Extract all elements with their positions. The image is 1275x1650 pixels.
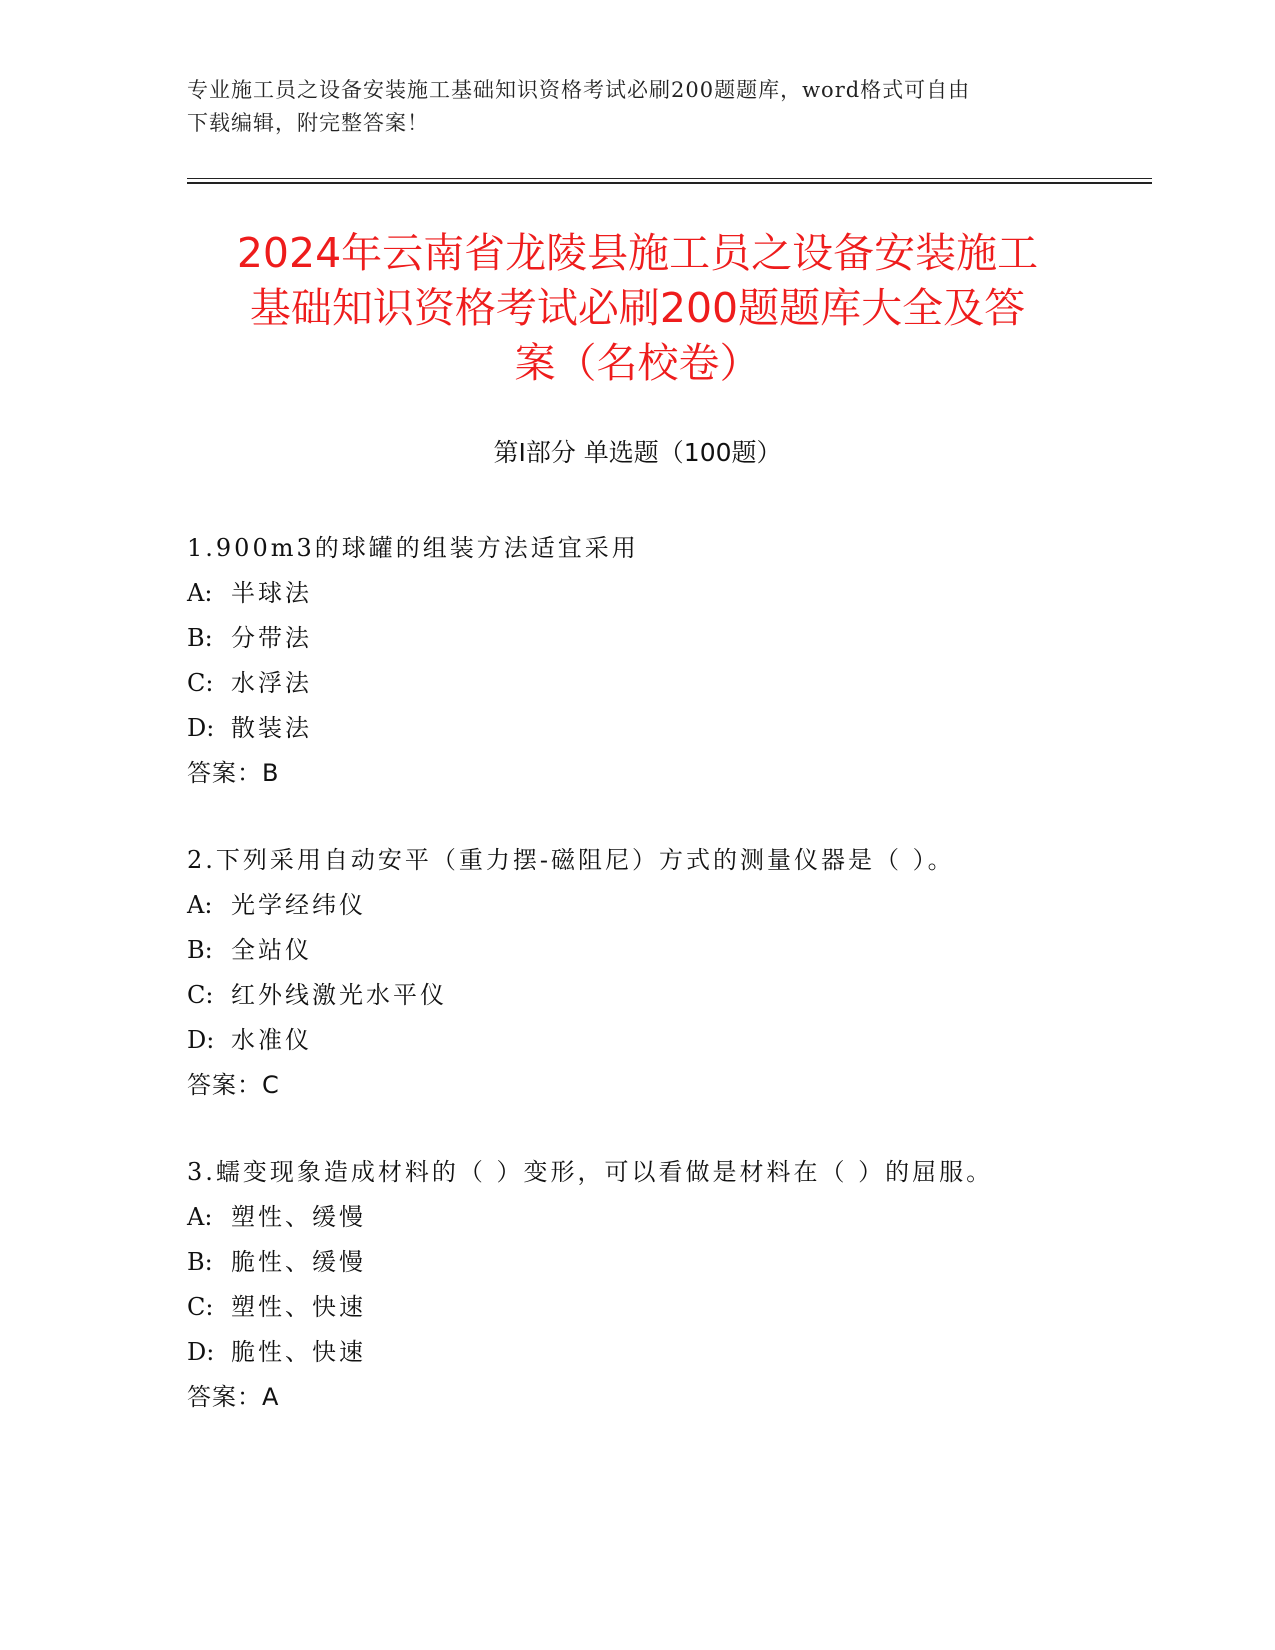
option-key: A:: [187, 1203, 213, 1231]
option-key: A:: [187, 579, 213, 607]
option-b: [187, 616, 1147, 661]
option-text: 塑性、快速: [231, 1293, 366, 1321]
option-b: [187, 1240, 1147, 1285]
option-c: [187, 1285, 1147, 1330]
document-title: [150, 226, 1125, 391]
option-key: C:: [187, 669, 214, 697]
question-2: [187, 838, 1147, 1108]
option-text: 水准仪: [231, 1026, 312, 1054]
option-key: B:: [187, 936, 213, 964]
document-title-line-1: 2024年云南省龙陵县施工员之设备安装施工: [236, 229, 1039, 277]
option-c: [187, 973, 1147, 1018]
question-answer: 答案：A: [187, 1383, 280, 1411]
option-text: 散装法: [231, 714, 312, 742]
header-note-line-2: 下载编辑，附完整答案！: [187, 111, 429, 135]
option-key: D:: [187, 714, 215, 742]
question-1: [187, 526, 1147, 796]
option-c: [187, 661, 1147, 706]
question-stem: 3.蠕变现象造成材料的（ ）变形，可以看做是材料在（ ）的屈服。: [187, 1158, 994, 1186]
header-divider-thick: [187, 182, 1152, 184]
option-a: [187, 883, 1147, 928]
option-key: A:: [187, 891, 213, 919]
option-text: 分带法: [231, 624, 312, 652]
option-key: C:: [187, 981, 214, 1009]
option-key: B:: [187, 624, 213, 652]
option-d: [187, 1330, 1147, 1375]
option-text: 红外线激光水平仪: [231, 981, 447, 1009]
option-b: [187, 928, 1147, 973]
option-d: [187, 1018, 1147, 1063]
option-text: 光学经纬仪: [231, 891, 366, 919]
option-text: 脆性、缓慢: [231, 1248, 366, 1276]
option-key: D:: [187, 1026, 215, 1054]
option-text: 水浮法: [231, 669, 312, 697]
option-key: C:: [187, 1293, 214, 1321]
header-divider-thin: [187, 178, 1152, 179]
option-text: 半球法: [231, 579, 312, 607]
header-note: [187, 74, 1087, 140]
option-key: B:: [187, 1248, 213, 1276]
option-text: 全站仪: [231, 936, 312, 964]
header-note-line-1: 专业施工员之设备安装施工基础知识资格考试必刷200题题库，word格式可自由: [187, 78, 971, 102]
option-a: [187, 571, 1147, 616]
option-a: [187, 1195, 1147, 1240]
option-text: 塑性、缓慢: [231, 1203, 366, 1231]
section-title: 第I部分 单选题（100题）: [493, 438, 782, 467]
option-d: [187, 706, 1147, 751]
question-stem: 1.900m3的球罐的组装方法适宜采用: [187, 534, 639, 562]
question-answer: 答案：C: [187, 1071, 280, 1099]
document-title-line-3: 案（名校卷）: [514, 339, 761, 387]
document-title-line-2: 基础知识资格考试必刷200题题库大全及答: [249, 284, 1026, 332]
question-3: [187, 1150, 1147, 1420]
question-answer: 答案：B: [187, 759, 280, 787]
question-stem: 2.下列采用自动安平（重力摆-磁阻尼）方式的测量仪器是（ ）。: [187, 846, 955, 874]
question-list: [187, 526, 1147, 1462]
option-text: 脆性、快速: [231, 1338, 366, 1366]
option-key: D:: [187, 1338, 215, 1366]
